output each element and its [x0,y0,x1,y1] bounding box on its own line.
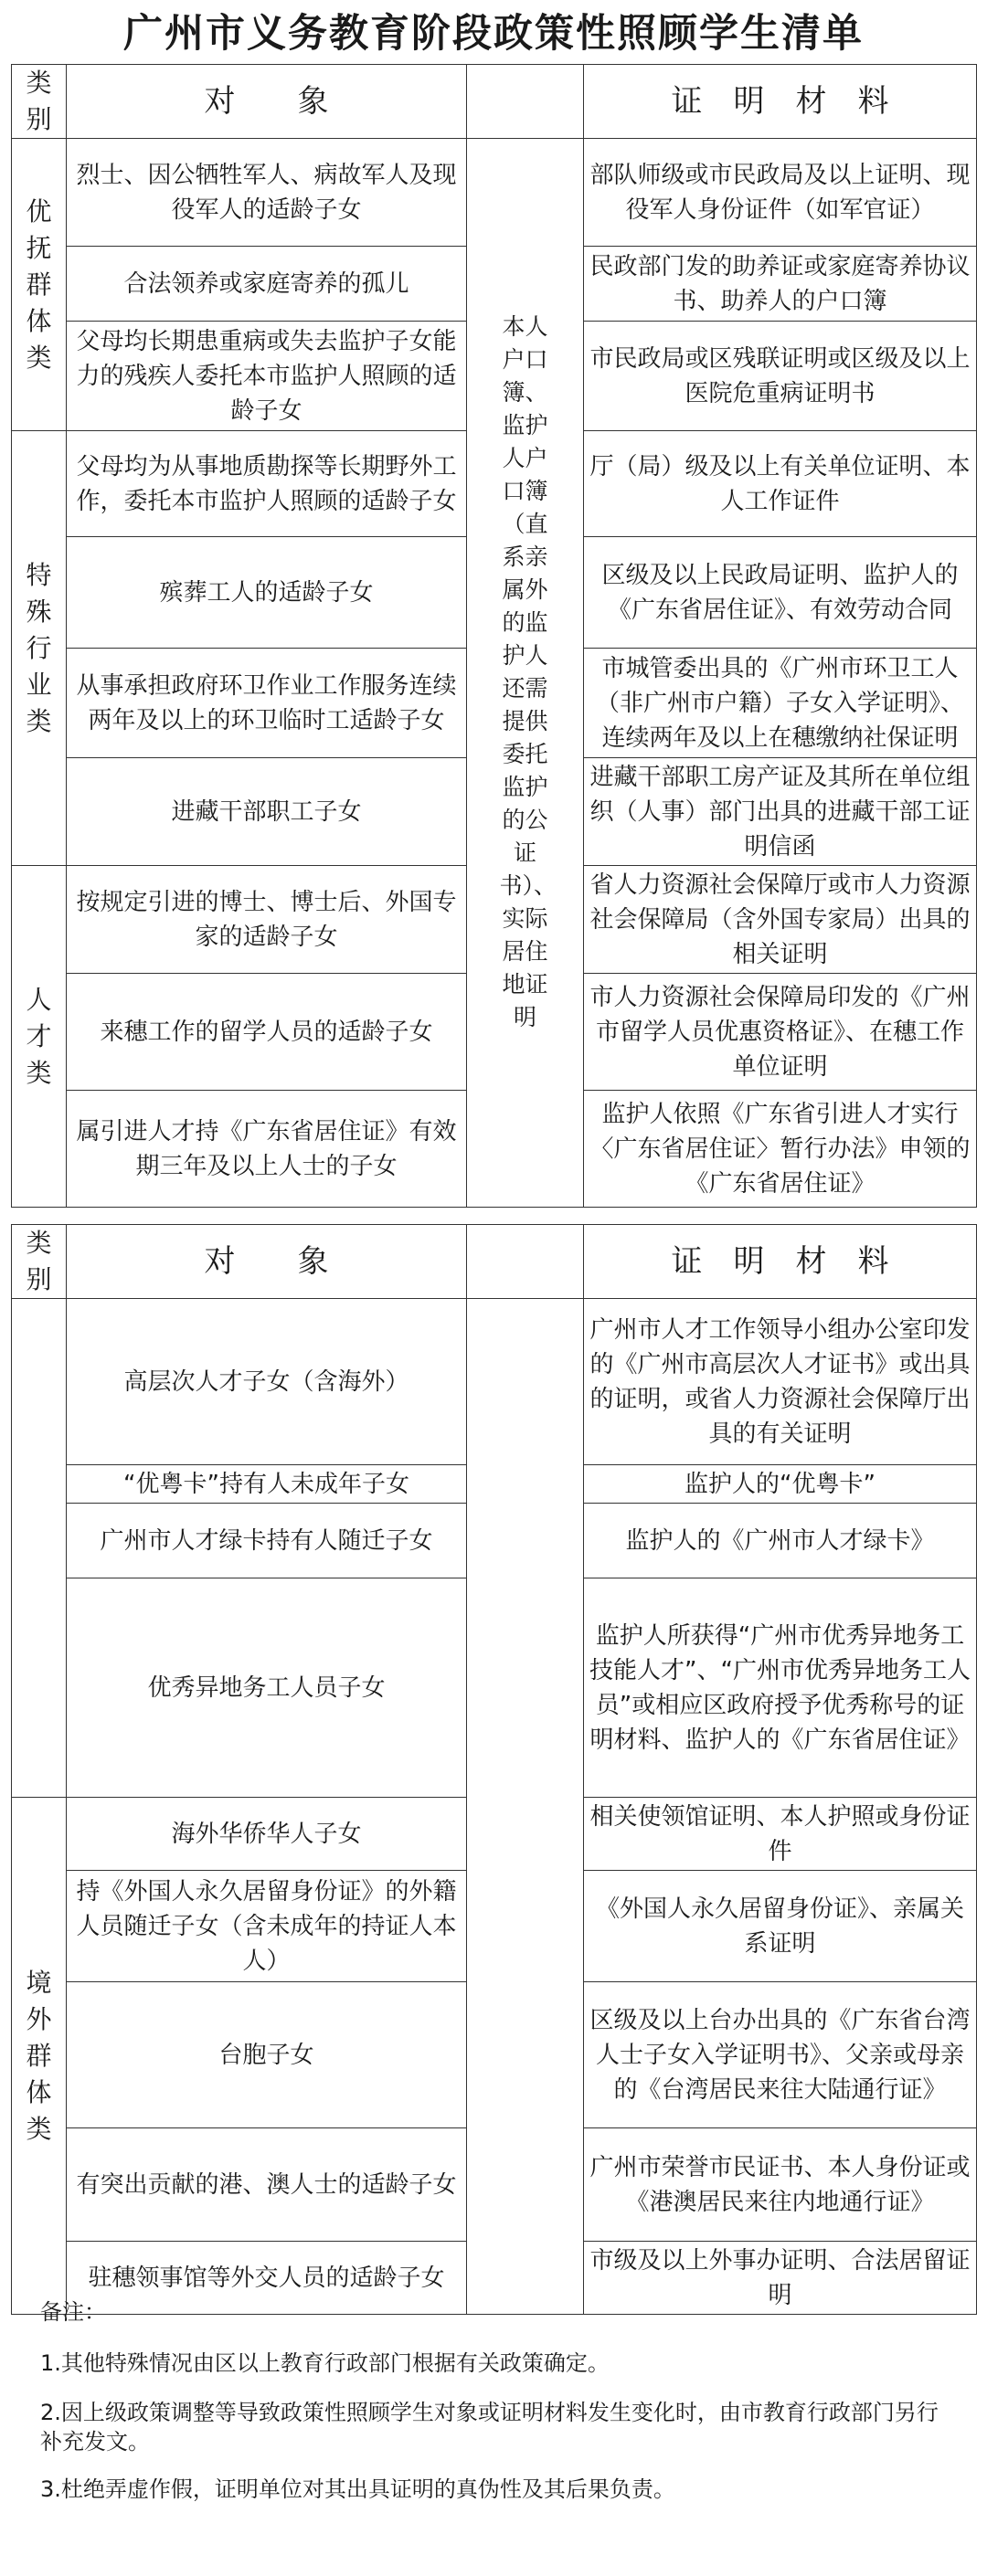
object-cell: 父母均长期患重病或失去监护子女能力的残疾人委托本市监护人照顾的适龄子女 [67,322,467,431]
object-cell: 从事承担政府环卫作业工作服务连续两年及以上的环卫临时工适龄子女 [67,649,467,758]
category-cell: 特殊行业类 [12,431,67,866]
table-header-row [12,65,977,139]
header-category: 类别 [12,65,67,139]
proof-cell: 市民政局或区残联证明或区级及以上医院危重病证明书 [584,322,977,431]
object-cell: 台胞子女 [67,1982,467,2128]
object-cell: 按规定引进的博士、博士后、外国专家的适龄子女 [67,866,467,974]
proof-cell: 区级及以上民政局证明、监护人的《广东省居住证》、有效劳动合同 [584,537,977,649]
header-blank [467,1225,584,1299]
common-proof-cell-blank [467,1299,584,2315]
category-cell-blank [12,1299,67,1798]
proof-cell: 广州市人才工作领导小组办公室印发的《广州市高层次人才证书》或出具的证明，或省人力资源社会保障厅出具的有关证明 [584,1299,977,1465]
proof-cell: 厅（局）级及以上有关单位证明、本人工作证件 [584,431,977,537]
proof-cell: 民政部门发的助养证或家庭寄养协议书、助养人的户口簿 [584,247,977,322]
proof-cell: 监护人的“优粤卡” [584,1465,977,1504]
policy-table-1 [11,64,977,1208]
common-proof-cell: 本人户口簿、监护人户口簿（直系亲属外的监护人还需提供委托监护的公证书）、实际居住地证明 [467,139,584,1208]
object-cell: 优秀异地务工人员子女 [67,1578,467,1798]
object-cell: 有突出贡献的港、澳人士的适龄子女 [67,2128,467,2242]
category-cell: 境外群体类 [12,1798,67,2315]
notes-section [40,2297,954,2524]
object-cell: 父母均为从事地质勘探等长期野外工作，委托本市监护人照顾的适龄子女 [67,431,467,537]
proof-cell: 省人力资源社会保障厅或市人力资源社会保障局（含外国专家局）出具的相关证明 [584,866,977,974]
header-proof: 证 明 材 料 [584,1225,977,1299]
proof-cell: 市人力资源社会保障局印发的《广州市留学人员优惠资格证》、在穗工作单位证明 [584,974,977,1091]
object-cell: 来穗工作的留学人员的适龄子女 [67,974,467,1091]
note-item: 3.杜绝弄虚作假，证明单位对其出具证明的真伪性及其后果负责。 [40,2476,675,2502]
object-cell: 广州市人才绿卡持有人随迁子女 [67,1504,467,1578]
page-title: 广州市义务教育阶段政策性照顾学生清单 [123,11,864,57]
note-item: 2.因上级政策调整等导致政策性照顾学生对象或证明材料发生变化时，由市教育行政部门另行补充发文。 [40,2400,939,2455]
header-object: 对 象 [67,1225,467,1299]
proof-cell: 部队师级或市民政局及以上证明、现役军人身份证件（如军官证） [584,139,977,247]
header-object: 对 象 [67,65,467,139]
proof-cell: 监护人依照《广东省引进人才实行〈广东省居住证〉暂行办法》申领的《广东省居住证》 [584,1091,977,1208]
proof-cell: 进藏干部职工房产证及其所在单位组织（人事）部门出具的进藏干部工证明信函 [584,758,977,866]
object-cell: 殡葬工人的适龄子女 [67,537,467,649]
proof-cell: 区级及以上台办出具的《广东省台湾人士子女入学证明书》、父亲或母亲的《台湾居民来往大陆通行证》 [584,1982,977,2128]
notes-heading: 备注： [40,2299,106,2325]
proof-cell: 监护人所获得“广州市优秀异地务工技能人才”、“广州市优秀异地务工人员”或相应区政府授予优秀称号的证明材料、监护人的《广东省居住证》 [584,1578,977,1798]
object-cell: 海外华侨华人子女 [67,1798,467,1871]
object-cell: 烈士、因公牺牲军人、病故军人及现役军人的适龄子女 [67,139,467,247]
object-cell: “优粤卡”持有人未成年子女 [67,1465,467,1504]
proof-cell: 市城管委出具的《广州市环卫工人（非广州市户籍）子女入学证明》、连续两年及以上在穗缴纳社保证明 [584,649,977,758]
object-cell: 高层次人才子女（含海外） [67,1299,467,1465]
category-cell: 人才类 [12,866,67,1208]
table-header-row [12,1225,977,1299]
object-cell: 合法领养或家庭寄养的孤儿 [67,247,467,322]
policy-table-2 [11,1224,977,2315]
header-proof: 证 明 材 料 [584,65,977,139]
category-cell: 优抚群体类 [12,139,67,431]
object-cell: 持《外国人永久居留身份证》的外籍人员随迁子女（含未成年的持证人本人） [67,1871,467,1982]
proof-cell: 监护人的《广州市人才绿卡》 [584,1504,977,1578]
proof-cell: 相关使领馆证明、本人护照或身份证件 [584,1798,977,1871]
object-cell: 驻穗领事馆等外交人员的适龄子女 [67,2242,467,2315]
table-row [12,1299,977,1465]
proof-cell: 广州市荣誉市民证书、本人身份证或《港澳居民来往内地通行证》 [584,2128,977,2242]
table-row [12,139,977,247]
proof-cell: 《外国人永久居留身份证》、亲属关系证明 [584,1871,977,1982]
object-cell: 进藏干部职工子女 [67,758,467,866]
object-cell: 属引进人才持《广东省居住证》有效期三年及以上人士的子女 [67,1091,467,1208]
proof-cell: 市级及以上外事办证明、合法居留证明 [584,2242,977,2315]
header-category: 类别 [12,1225,67,1299]
header-blank [467,65,584,139]
note-item: 1.其他特殊情况由区以上教育行政部门根据有关政策确定。 [40,2350,610,2376]
